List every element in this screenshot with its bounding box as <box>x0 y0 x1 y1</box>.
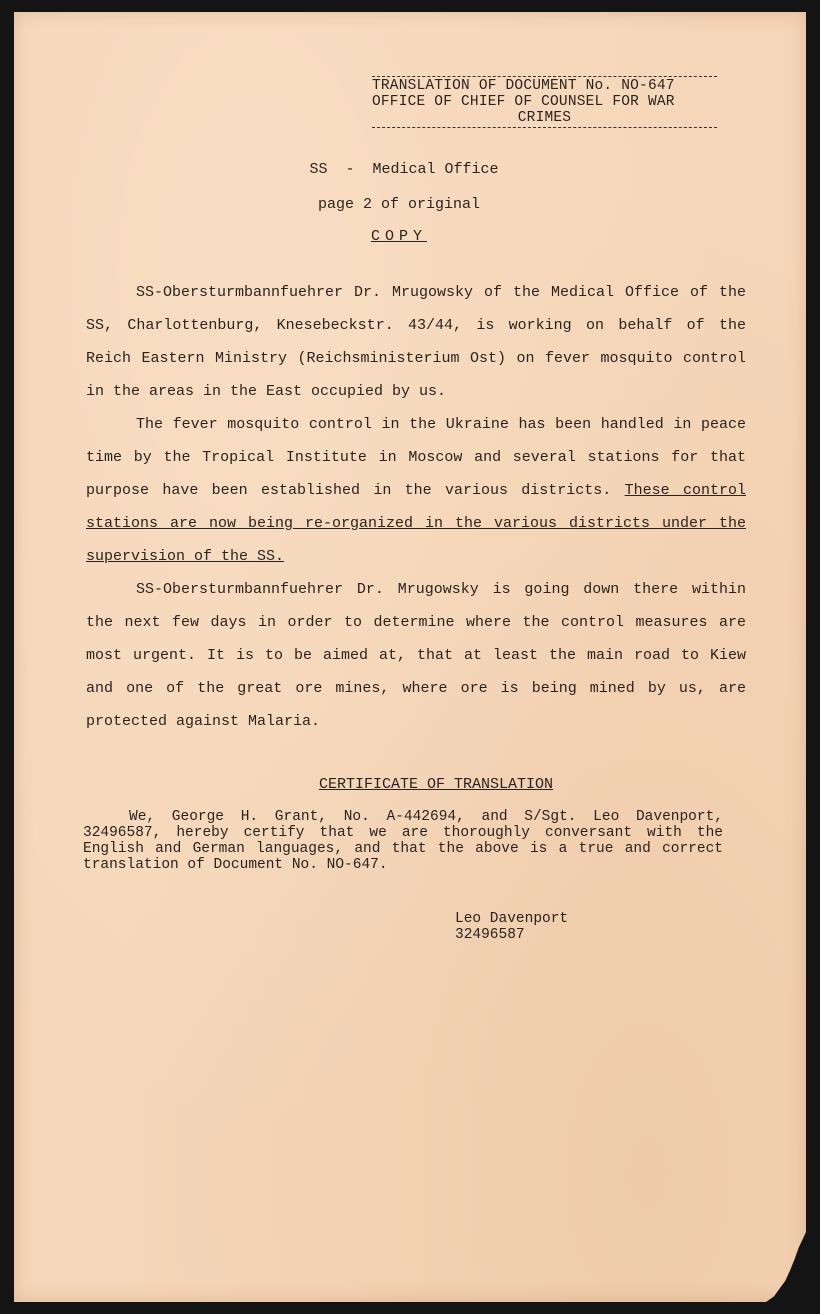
header-top-rule <box>372 76 717 77</box>
signer-number: 32496587 <box>455 927 525 943</box>
translation-header <box>372 75 717 129</box>
page-reference: page 2 of original <box>317 196 481 213</box>
header-line-2: OFFICE OF CHIEF OF COUNSEL FOR WAR <box>372 94 675 110</box>
signature-block <box>455 911 568 943</box>
certificate-statement: We, George H. Grant, No. A-442694, and S/Sgt. Leo Davenport, 32496587, hereby certify that we are thoroughly conversant with the English and German languages, and that the above is a true and correct translation of Document No. NO-647. <box>83 809 723 873</box>
office-title: SS - Medical Office <box>309 161 499 178</box>
certificate-title: CERTIFICATE OF TRANSLATION <box>319 776 554 793</box>
paragraph-2-underlined: These control stations are now being re-organized in the various districts under the supervision of the SS. <box>86 482 746 565</box>
header-bottom-rule <box>372 127 717 128</box>
paragraph-1: SS-Obersturmbannfuehrer Dr. Mrugowsky of the Medical Office of the SS, Charlottenburg, Knesebeckstr. 43/44, is working on behalf of the Reich Eastern Ministry (Reichsministerium Ost) on fever mosquito control in the areas in the East occupied by us. <box>86 284 746 400</box>
document-page <box>14 12 806 1302</box>
paragraph-2-text: The fever mosquito control in the Ukraine has been handled in peace time by the Tropical Institute in Moscow and several stations for that purpose have been established in the various districts. <box>86 416 746 499</box>
paragraph-3: SS-Obersturmbannfuehrer Dr. Mrugowsky is going down there within the next few days in order to determine where the control measures are most urgent. It is to be aimed at, that at least the main road to Kiew and one of the great ore mines, where ore is being mined by us, are protected against Malaria. <box>86 581 746 730</box>
document-body <box>86 276 746 738</box>
header-line-3: CRIMES <box>517 110 572 126</box>
signer-name: Leo Davenport <box>455 911 569 927</box>
copy-label: COPY <box>370 228 427 245</box>
paragraph-2 <box>86 408 746 573</box>
certificate-text <box>83 809 723 873</box>
header-line-1: TRANSLATION OF DOCUMENT No. NO-647 <box>372 78 675 94</box>
torn-corner <box>766 1232 806 1302</box>
